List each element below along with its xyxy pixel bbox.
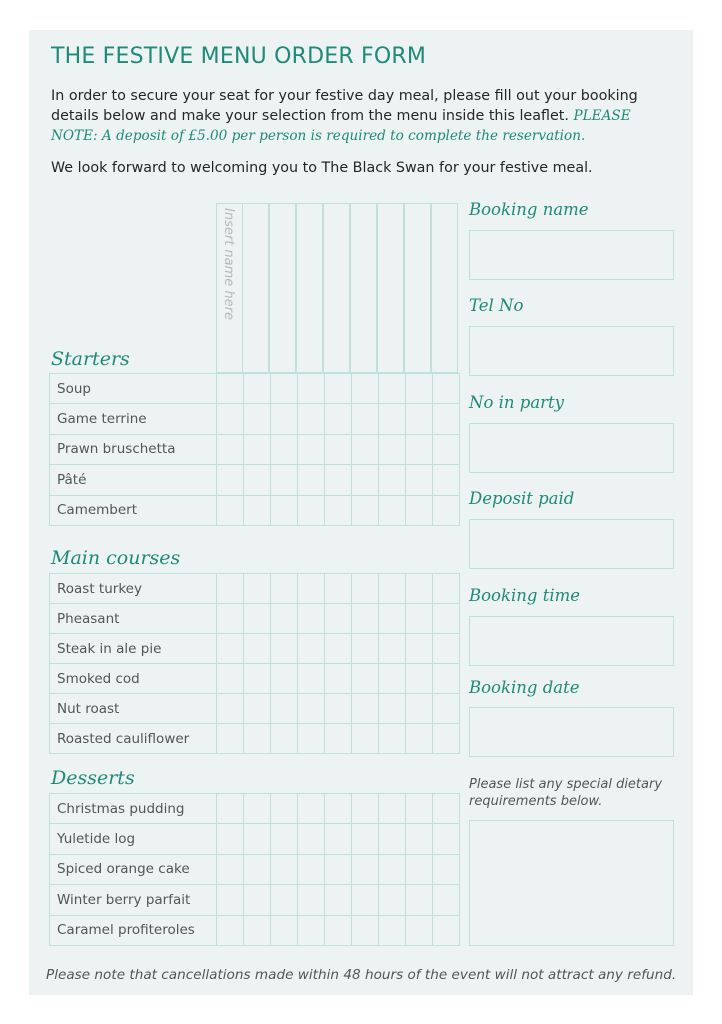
order-cell[interactable] [379, 824, 406, 854]
order-cell[interactable] [379, 404, 406, 434]
order-cell[interactable] [379, 854, 406, 884]
menu-item-label: Roast turkey [50, 574, 217, 604]
order-cell[interactable] [325, 574, 352, 604]
order-cell[interactable] [352, 664, 379, 694]
order-cell[interactable] [244, 495, 271, 525]
booking-date-field[interactable] [469, 707, 674, 757]
order-cell[interactable] [244, 694, 271, 724]
order-cell[interactable] [217, 664, 244, 694]
order-cell[interactable] [433, 794, 460, 824]
order-cell[interactable] [406, 495, 433, 525]
order-cell[interactable] [244, 824, 271, 854]
order-cell[interactable] [379, 885, 406, 915]
order-cell[interactable] [379, 794, 406, 824]
order-cell[interactable] [217, 694, 244, 724]
menu-item-label: Camembert [50, 495, 217, 525]
order-cell[interactable] [271, 724, 298, 754]
order-cell[interactable] [325, 374, 352, 404]
order-cell[interactable] [433, 915, 460, 945]
order-cell[interactable] [271, 465, 298, 495]
order-cell[interactable] [433, 374, 460, 404]
order-cell[interactable] [271, 694, 298, 724]
guest-name-column[interactable] [269, 203, 296, 373]
order-cell[interactable] [298, 664, 325, 694]
name-hint-text: Insert name here [221, 208, 236, 320]
menu-row [50, 374, 460, 404]
order-cell[interactable] [271, 374, 298, 404]
party-label: No in party [469, 393, 565, 412]
order-cell[interactable] [379, 634, 406, 664]
order-cell[interactable] [325, 465, 352, 495]
order-cell[interactable] [298, 404, 325, 434]
order-cell[interactable] [325, 824, 352, 854]
booking-name-field[interactable] [469, 230, 674, 280]
dietary-requirements-field[interactable] [469, 820, 674, 946]
order-cell[interactable] [244, 465, 271, 495]
order-cell[interactable] [379, 915, 406, 945]
order-cell[interactable] [406, 574, 433, 604]
booking-date-label: Booking date [469, 678, 580, 697]
order-cell[interactable] [352, 465, 379, 495]
order-cell[interactable] [325, 854, 352, 884]
order-cell[interactable] [325, 915, 352, 945]
desserts-grid [49, 793, 460, 946]
menu-item-label: Christmas pudding [50, 794, 217, 824]
menu-item-label: Smoked cod [50, 664, 217, 694]
order-cell[interactable] [298, 694, 325, 724]
menu-row [50, 854, 460, 884]
order-cell[interactable] [244, 885, 271, 915]
menu-item-label: Game terrine [50, 404, 217, 434]
order-cell[interactable] [433, 664, 460, 694]
order-cell[interactable] [406, 465, 433, 495]
menu-item-label: Prawn bruschetta [50, 434, 217, 464]
order-cell[interactable] [217, 495, 244, 525]
order-cell[interactable] [298, 495, 325, 525]
menu-row [50, 915, 460, 945]
order-cell[interactable] [325, 634, 352, 664]
menu-item-label: Yuletide log [50, 824, 217, 854]
order-cell[interactable] [352, 694, 379, 724]
order-cell[interactable] [325, 794, 352, 824]
order-cell[interactable] [379, 374, 406, 404]
order-cell[interactable] [352, 374, 379, 404]
order-cell[interactable] [325, 604, 352, 634]
order-cell[interactable] [217, 604, 244, 634]
guest-name-column[interactable] [296, 203, 323, 373]
order-cell[interactable] [325, 694, 352, 724]
guest-name-column[interactable] [242, 203, 269, 373]
dietary-instructions: Please list any special dietary requirements below. [469, 777, 663, 809]
menu-row [50, 604, 460, 634]
menu-row [50, 885, 460, 915]
order-cell[interactable] [271, 434, 298, 464]
order-cell[interactable] [406, 664, 433, 694]
order-cell[interactable] [271, 495, 298, 525]
order-cell[interactable] [433, 604, 460, 634]
order-cell[interactable] [217, 854, 244, 884]
menu-item-label: Roasted cauliflower [50, 724, 217, 754]
order-cell[interactable] [217, 824, 244, 854]
booking-name-label: Booking name [469, 200, 589, 219]
menu-item-label: Steak in ale pie [50, 634, 217, 664]
order-cell[interactable] [298, 824, 325, 854]
order-cell[interactable] [325, 495, 352, 525]
section-title-mains: Main courses [51, 547, 181, 569]
order-cell[interactable] [244, 374, 271, 404]
menu-item-label: Spiced orange cake [50, 854, 217, 884]
order-cell[interactable] [244, 794, 271, 824]
order-cell[interactable] [433, 854, 460, 884]
order-cell[interactable] [433, 495, 460, 525]
order-cell[interactable] [244, 915, 271, 945]
order-cell[interactable] [406, 794, 433, 824]
order-cell[interactable] [325, 434, 352, 464]
order-cell[interactable] [325, 724, 352, 754]
name-hint [218, 208, 238, 348]
order-cell[interactable] [406, 374, 433, 404]
booking-time-field[interactable] [469, 616, 674, 666]
order-cell[interactable] [406, 915, 433, 945]
menu-item-label: Soup [50, 374, 217, 404]
menu-row [50, 404, 460, 434]
deposit-label: Deposit paid [469, 489, 575, 508]
deposit-field[interactable] [469, 519, 674, 569]
menu-row [50, 824, 460, 854]
order-cell[interactable] [352, 915, 379, 945]
order-cell[interactable] [217, 724, 244, 754]
order-cell[interactable] [433, 434, 460, 464]
order-cell[interactable] [271, 664, 298, 694]
order-cell[interactable] [244, 634, 271, 664]
order-cell[interactable] [379, 664, 406, 694]
order-cell[interactable] [352, 824, 379, 854]
order-cell[interactable] [433, 694, 460, 724]
deposit-note: PLEASE NOTE: A deposit of £5.00 per person is required to complete the reservation. [51, 108, 631, 144]
order-cell[interactable] [352, 634, 379, 664]
order-cell[interactable] [217, 404, 244, 434]
order-cell[interactable] [379, 574, 406, 604]
order-cell[interactable] [298, 574, 325, 604]
order-cell[interactable] [271, 824, 298, 854]
order-cell[interactable] [217, 574, 244, 604]
order-cell[interactable] [406, 854, 433, 884]
order-cell[interactable] [217, 915, 244, 945]
order-cell[interactable] [352, 604, 379, 634]
order-cell[interactable] [352, 404, 379, 434]
order-cell[interactable] [217, 434, 244, 464]
welcome-text: We look forward to welcoming you to The Black Swan for your festive meal. [51, 160, 593, 176]
menu-row [50, 634, 460, 664]
order-cell[interactable] [379, 604, 406, 634]
tel-label: Tel No [469, 296, 524, 315]
order-cell[interactable] [298, 465, 325, 495]
menu-row [50, 794, 460, 824]
order-cell[interactable] [352, 854, 379, 884]
order-cell[interactable] [433, 724, 460, 754]
order-cell[interactable] [244, 854, 271, 884]
order-cell[interactable] [298, 915, 325, 945]
order-cell[interactable] [271, 604, 298, 634]
menu-row [50, 465, 460, 495]
menu-item-label: Winter berry parfait [50, 885, 217, 915]
menu-row [50, 724, 460, 754]
order-cell[interactable] [298, 434, 325, 464]
guest-name-column[interactable] [323, 203, 350, 373]
section-title-desserts: Desserts [51, 767, 135, 789]
order-cell[interactable] [406, 404, 433, 434]
menu-item-label: Nut roast [50, 694, 217, 724]
order-cell[interactable] [244, 574, 271, 604]
mains-grid [49, 573, 460, 754]
order-cell[interactable] [352, 885, 379, 915]
order-cell[interactable] [406, 824, 433, 854]
menu-item-label: Pâté [50, 465, 217, 495]
order-cell[interactable] [244, 664, 271, 694]
starters-grid [49, 373, 460, 526]
order-cell[interactable] [325, 404, 352, 434]
guest-name-column[interactable] [431, 203, 458, 373]
order-cell[interactable] [433, 404, 460, 434]
order-cell[interactable] [325, 885, 352, 915]
order-cell[interactable] [406, 634, 433, 664]
order-cell[interactable] [379, 434, 406, 464]
order-cell[interactable] [217, 634, 244, 664]
order-cell[interactable] [271, 634, 298, 664]
order-cell[interactable] [352, 794, 379, 824]
order-cell[interactable] [406, 885, 433, 915]
order-cell[interactable] [298, 885, 325, 915]
booking-time-label: Booking time [469, 586, 581, 605]
order-cell[interactable] [271, 404, 298, 434]
order-cell[interactable] [271, 574, 298, 604]
order-cell[interactable] [298, 854, 325, 884]
intro-text: In order to secure your seat for your festive day meal, please fill out your booking details below and make your selection from the menu inside this leaflet. [51, 88, 638, 124]
intro-paragraph [51, 86, 681, 146]
order-cell[interactable] [298, 794, 325, 824]
menu-row [50, 574, 460, 604]
cancellation-note: Please note that cancellations made within 48 hours of the event will not attract any refund. [46, 967, 677, 983]
order-cell[interactable] [352, 495, 379, 525]
order-cell[interactable] [379, 465, 406, 495]
party-field[interactable] [469, 423, 674, 473]
order-cell[interactable] [271, 915, 298, 945]
order-cell[interactable] [298, 724, 325, 754]
order-cell[interactable] [433, 634, 460, 664]
tel-field[interactable] [469, 326, 674, 376]
order-cell[interactable] [217, 885, 244, 915]
order-cell[interactable] [298, 374, 325, 404]
order-cell[interactable] [379, 724, 406, 754]
order-cell[interactable] [406, 724, 433, 754]
guest-name-column[interactable] [404, 203, 431, 373]
order-cell[interactable] [433, 574, 460, 604]
order-cell[interactable] [406, 694, 433, 724]
order-cell[interactable] [217, 465, 244, 495]
menu-row [50, 434, 460, 464]
order-cell[interactable] [433, 885, 460, 915]
order-cell[interactable] [325, 664, 352, 694]
guest-name-column[interactable] [377, 203, 404, 373]
order-cell[interactable] [271, 885, 298, 915]
menu-row [50, 664, 460, 694]
order-cell[interactable] [352, 724, 379, 754]
order-cell[interactable] [244, 434, 271, 464]
order-cell[interactable] [352, 574, 379, 604]
order-cell[interactable] [217, 374, 244, 404]
order-cell[interactable] [298, 634, 325, 664]
order-cell[interactable] [271, 794, 298, 824]
order-cell[interactable] [298, 604, 325, 634]
order-cell[interactable] [244, 724, 271, 754]
order-cell[interactable] [352, 434, 379, 464]
form-title: THE FESTIVE MENU ORDER FORM [51, 44, 427, 69]
order-cell[interactable] [433, 465, 460, 495]
order-cell[interactable] [406, 604, 433, 634]
menu-item-label: Pheasant [50, 604, 217, 634]
order-cell[interactable] [271, 854, 298, 884]
section-title-starters: Starters [51, 348, 130, 370]
order-cell[interactable] [406, 434, 433, 464]
order-cell[interactable] [379, 694, 406, 724]
guest-name-column[interactable] [350, 203, 377, 373]
order-cell[interactable] [433, 824, 460, 854]
menu-item-label: Caramel profiteroles [50, 915, 217, 945]
order-cell[interactable] [379, 495, 406, 525]
menu-row [50, 495, 460, 525]
menu-row [50, 694, 460, 724]
order-cell[interactable] [244, 604, 271, 634]
order-cell[interactable] [244, 404, 271, 434]
order-cell[interactable] [217, 794, 244, 824]
